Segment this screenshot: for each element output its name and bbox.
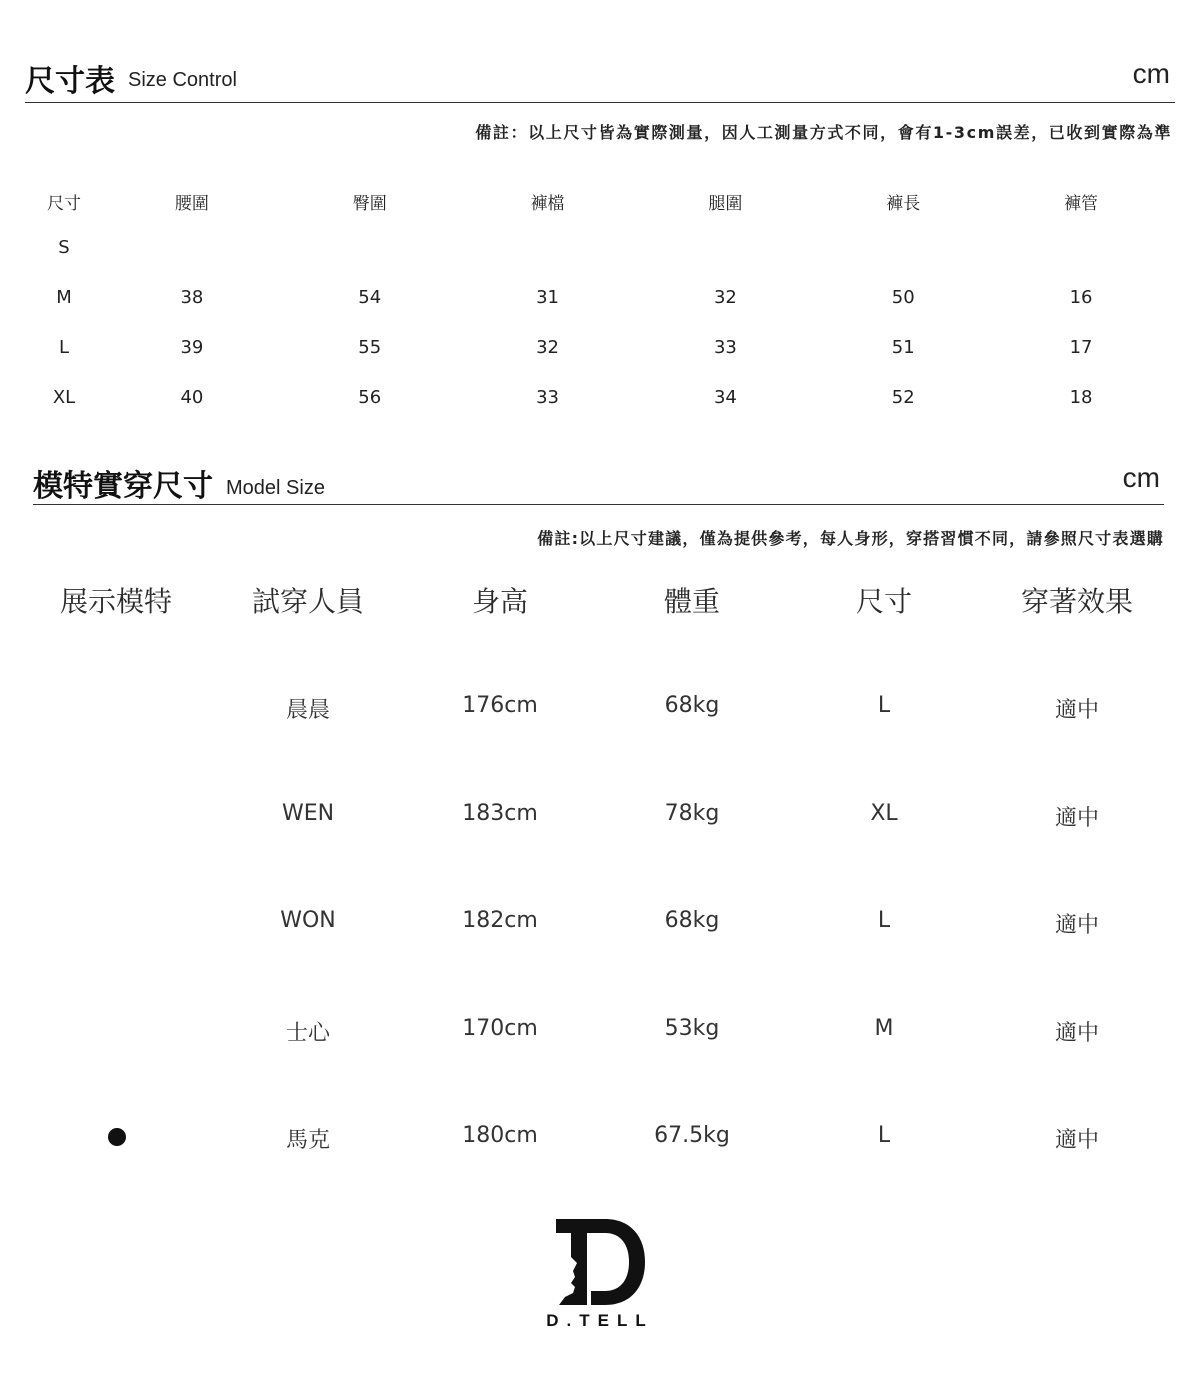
model-section-note: 備註:以上尺寸建議，僅為提供參考，每人身形，穿搭習慣不同，請參照尺寸表選購 [537,529,1164,548]
model-fit-cell: 適中 [1054,805,1099,831]
size-table-row [25,272,1170,322]
size-value-cell: 51 [891,336,915,358]
model-header-showcase: 展示模特 [59,585,172,618]
size-table [25,180,1170,422]
model-name-cell: 馬克 [285,1128,330,1153]
size-section-unit: cm [1132,58,1170,89]
size-table-header-cell: 褲長 [886,193,921,214]
model-weight-cell: 67.5kg [654,1123,730,1148]
model-name-cell: WON [280,908,336,933]
size-table-header-row [25,180,1170,222]
model-section-subtitle: Model Size [226,477,325,499]
model-name-cell: WEN [281,800,335,826]
size-value-cell [459,222,637,272]
model-row [0,1016,1200,1056]
size-value-cell [992,222,1170,272]
size-value-cell: 16 [1069,286,1093,308]
size-value-cell [636,222,814,272]
model-weight-cell: 53kg [664,1015,720,1041]
size-value-cell: 55 [358,336,382,358]
model-name-cell: 士心 [285,1020,330,1046]
size-value-cell: 33 [536,386,560,408]
model-height-cell: 180cm [462,1123,538,1148]
size-value-cell: 17 [1069,336,1093,358]
size-table-header-cell: 尺寸 [47,193,81,214]
size-value-cell [814,222,992,272]
size-value-cell: 54 [358,286,382,308]
model-header-weight: 體重 [663,585,720,618]
model-height-cell: 182cm [462,908,538,933]
model-fit-cell: 適中 [1054,1020,1099,1046]
model-header-name: 試穿人員 [251,585,364,618]
size-section-title: 尺寸表 [25,64,115,99]
size-section-header [25,52,1175,103]
model-weight-cell: 68kg [664,693,720,718]
model-section-header [33,458,1164,505]
model-header-size: 尺寸 [855,585,912,618]
size-label-cell: L [58,336,70,358]
size-value-cell: 56 [358,386,382,408]
model-size-cell: L [877,908,891,933]
model-size-cell: L [877,693,891,718]
size-value-cell: 18 [1069,386,1093,408]
model-fit-cell: 適中 [1054,1128,1099,1153]
size-table-header-cell: 腰圍 [174,193,209,214]
model-fit-cell: 適中 [1054,913,1099,938]
size-table-header-cell: 褲管 [1064,193,1099,214]
model-height-cell: 176cm [462,693,538,718]
size-value-cell [281,222,459,272]
size-value-cell: 32 [713,286,737,308]
size-table-row [25,222,1170,272]
model-size-cell: XL [870,800,898,826]
size-table-row [25,322,1170,372]
model-row [0,693,1200,733]
showcase-dot-icon [108,1128,126,1146]
model-header-height: 身高 [471,585,528,618]
model-weight-cell: 78kg [664,800,720,826]
model-header-fit: 穿著效果 [1020,585,1133,618]
size-value-cell: 33 [713,336,737,358]
size-value-cell: 39 [180,336,204,358]
td-monogram-icon [553,1217,648,1307]
size-section-subtitle: Size Control [128,69,237,91]
size-label-cell: M [56,286,72,308]
size-table-header-cell: 腿圍 [708,193,743,214]
size-value-cell: 34 [713,386,737,408]
size-table-header-cell: 臀圍 [352,193,387,214]
model-section-unit: cm [1122,462,1160,493]
model-fit-cell: 適中 [1054,698,1099,723]
size-label-cell: XL [52,386,76,408]
model-name-cell: 晨晨 [285,698,330,723]
size-value-cell: 38 [180,286,204,308]
model-height-cell: 170cm [462,1015,538,1041]
size-value-cell [103,222,281,272]
model-weight-cell: 68kg [664,908,720,933]
size-table-row [25,372,1170,422]
model-height-cell: 183cm [462,800,538,826]
size-section-note: 備註：以上尺寸皆為實際測量，因人工測量方式不同，會有1-3cm誤差，已收到實際為準 [475,123,1172,142]
model-row [0,1123,1200,1163]
model-row [0,908,1200,948]
size-table-header-cell: 褲檔 [530,193,565,214]
brand-name: D.TELL [546,1311,654,1330]
size-value-cell: 52 [891,386,915,408]
size-label-cell: S [58,236,70,258]
size-value-cell: 32 [536,336,560,358]
size-value-cell: 31 [536,286,560,308]
size-value-cell: 50 [891,286,915,308]
size-value-cell: 40 [180,386,204,408]
model-section-title: 模特實穿尺寸 [33,469,213,504]
model-size-cell: M [874,1015,894,1041]
model-size-cell: L [877,1123,891,1148]
model-table-header [0,580,1200,620]
model-row [0,801,1200,841]
